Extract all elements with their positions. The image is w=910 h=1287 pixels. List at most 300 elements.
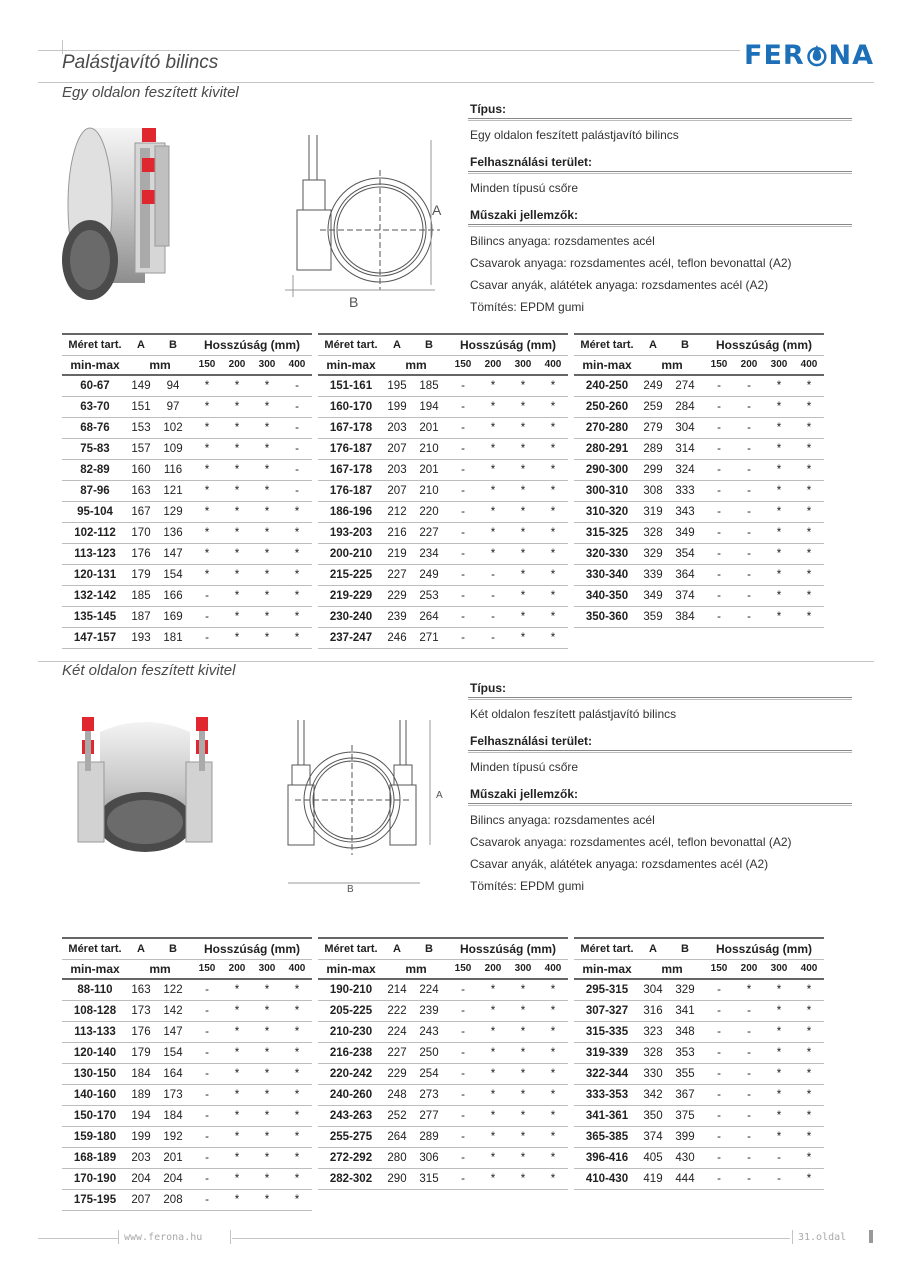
double-dimension-table (62, 937, 824, 1211)
dimension-cell: 102 (154, 417, 192, 438)
col-subheader-range: min-max (318, 355, 384, 375)
availability-cell: * (282, 585, 312, 606)
availability-cell: * (508, 480, 538, 501)
availability-cell: - (734, 480, 764, 501)
availability-cell: - (448, 396, 478, 417)
availability-cell: - (448, 979, 478, 1000)
availability-cell: * (252, 585, 282, 606)
size-range-cell: 215-225 (318, 564, 384, 585)
availability-cell: * (508, 585, 538, 606)
availability-cell: * (764, 585, 794, 606)
dimension-cell: 254 (410, 1063, 448, 1084)
availability-cell: * (222, 979, 252, 1000)
availability-cell: * (764, 1063, 794, 1084)
dimension-cell: 252 (384, 1105, 410, 1126)
availability-cell: - (448, 543, 478, 564)
dimension-cell: 249 (640, 375, 666, 396)
table-row (62, 1189, 824, 1210)
availability-cell: * (794, 1105, 824, 1126)
table-row (62, 459, 824, 480)
dimension-cell: 399 (666, 1126, 704, 1147)
availability-cell: * (478, 1000, 508, 1021)
empty-cell (666, 1189, 704, 1210)
availability-cell: - (704, 1147, 734, 1168)
availability-cell: * (764, 480, 794, 501)
availability-cell: * (538, 522, 568, 543)
col-header-size: Méret tart. (574, 334, 640, 355)
availability-cell: * (222, 627, 252, 648)
dimension-cell: 405 (640, 1147, 666, 1168)
dimension-cell: 116 (154, 459, 192, 480)
size-range-cell: 310-320 (574, 501, 640, 522)
availability-cell: * (478, 522, 508, 543)
availability-cell: * (794, 1147, 824, 1168)
availability-cell: * (252, 1147, 282, 1168)
availability-cell: * (538, 585, 568, 606)
availability-cell: * (282, 564, 312, 585)
availability-cell: - (448, 1168, 478, 1189)
dimension-cell: 234 (410, 543, 448, 564)
availability-cell: * (252, 564, 282, 585)
empty-cell (794, 627, 824, 648)
availability-cell: * (508, 1042, 538, 1063)
table-row (62, 979, 824, 1000)
dimension-cell: 185 (128, 585, 154, 606)
availability-cell: - (734, 564, 764, 585)
dimension-cell: 349 (666, 522, 704, 543)
size-range-cell: 243-263 (318, 1105, 384, 1126)
dimension-cell: 259 (640, 396, 666, 417)
size-range-cell: 150-170 (62, 1105, 128, 1126)
availability-cell: * (538, 1126, 568, 1147)
col-subheader-length: 400 (794, 355, 824, 375)
availability-cell: - (704, 1063, 734, 1084)
availability-cell: - (704, 501, 734, 522)
availability-cell: * (764, 438, 794, 459)
col-subheader-unit: mm (384, 959, 448, 979)
availability-cell: * (794, 522, 824, 543)
dimension-cell: 207 (384, 480, 410, 501)
availability-cell: - (478, 585, 508, 606)
availability-cell: * (252, 1063, 282, 1084)
availability-cell: * (538, 396, 568, 417)
ferona-logo (744, 38, 874, 72)
table-row (62, 1168, 824, 1189)
size-range-cell: 300-310 (574, 480, 640, 501)
availability-cell: - (704, 1084, 734, 1105)
col-subheader-length: 300 (764, 355, 794, 375)
availability-cell: * (222, 375, 252, 396)
col-subheader-length: 200 (222, 959, 252, 979)
table-row (62, 480, 824, 501)
col-subheader-length: 200 (734, 355, 764, 375)
col-header-a: A (640, 938, 666, 959)
availability-cell: * (478, 396, 508, 417)
col-subheader-length: 300 (508, 355, 538, 375)
availability-cell: - (734, 459, 764, 480)
availability-cell: - (448, 585, 478, 606)
dimension-cell: 173 (154, 1084, 192, 1105)
availability-cell: * (252, 417, 282, 438)
dimension-cell: 122 (154, 979, 192, 1000)
col-subheader-length: 200 (478, 959, 508, 979)
availability-cell: * (478, 1021, 508, 1042)
col-subheader-length: 400 (538, 355, 568, 375)
single-clamp-photo (60, 118, 190, 308)
table-row (62, 501, 824, 522)
dimension-cell: 173 (128, 1000, 154, 1021)
col-subheader-range: min-max (574, 355, 640, 375)
availability-cell: - (734, 1105, 764, 1126)
availability-cell: * (538, 1168, 568, 1189)
availability-cell: * (282, 1126, 312, 1147)
availability-cell: * (508, 1084, 538, 1105)
table-row (62, 627, 824, 648)
availability-cell: - (734, 543, 764, 564)
size-range-cell: 230-240 (318, 606, 384, 627)
footer-page-number: 31.oldal (798, 1232, 847, 1243)
col-header-length: Hosszúság (mm) (448, 938, 568, 959)
dimension-cell: 329 (666, 979, 704, 1000)
availability-cell: * (538, 564, 568, 585)
dimension-cell: 329 (640, 543, 666, 564)
dimension-cell: 170 (128, 522, 154, 543)
dimension-cell: 149 (128, 375, 154, 396)
dimension-cell: 199 (128, 1126, 154, 1147)
availability-cell: * (252, 1105, 282, 1126)
availability-cell: * (478, 1168, 508, 1189)
availability-cell: * (764, 522, 794, 543)
availability-cell: * (538, 1042, 568, 1063)
availability-cell: * (794, 501, 824, 522)
availability-cell: - (448, 480, 478, 501)
availability-cell: * (252, 1189, 282, 1210)
availability-cell: - (448, 1084, 478, 1105)
dimension-cell: 220 (410, 501, 448, 522)
size-range-cell: 167-178 (318, 459, 384, 480)
availability-cell: * (282, 543, 312, 564)
col-header-size: Méret tart. (318, 938, 384, 959)
availability-cell: * (538, 1147, 568, 1168)
col-subheader-length: 200 (222, 355, 252, 375)
availability-cell: * (478, 1126, 508, 1147)
col-subheader-length: 300 (252, 355, 282, 375)
availability-cell: * (764, 375, 794, 396)
availability-cell: * (222, 1021, 252, 1042)
col-header-a: A (128, 938, 154, 959)
availability-cell: - (704, 564, 734, 585)
col-subheader-length: 150 (448, 355, 478, 375)
availability-cell: * (252, 1021, 282, 1042)
availability-cell: * (478, 979, 508, 1000)
availability-cell: - (448, 501, 478, 522)
size-range-cell: 307-327 (574, 1000, 640, 1021)
empty-cell (478, 1189, 508, 1210)
logo-text-right: NA (828, 39, 874, 71)
availability-cell: * (252, 459, 282, 480)
empty-cell (508, 1189, 538, 1210)
availability-cell: - (734, 1126, 764, 1147)
availability-cell: * (222, 501, 252, 522)
dimension-cell: 212 (384, 501, 410, 522)
empty-cell (704, 627, 734, 648)
availability-cell: - (734, 1021, 764, 1042)
section-title-double: Két oldalon feszített kivitel (62, 662, 236, 679)
col-subheader-length: 150 (192, 355, 222, 375)
dimension-cell: 214 (384, 979, 410, 1000)
size-range-cell: 87-96 (62, 480, 128, 501)
size-range-cell: 220-242 (318, 1063, 384, 1084)
dimension-cell: 342 (640, 1084, 666, 1105)
availability-cell: * (538, 543, 568, 564)
availability-cell: - (192, 1126, 222, 1147)
availability-cell: * (538, 459, 568, 480)
availability-cell: * (794, 480, 824, 501)
col-subheader-length: 300 (508, 959, 538, 979)
dimension-cell: 147 (154, 543, 192, 564)
availability-cell: * (794, 1042, 824, 1063)
availability-cell: - (192, 1021, 222, 1042)
availability-cell: - (192, 979, 222, 1000)
col-subheader-length: 150 (448, 959, 478, 979)
table-row (62, 1126, 824, 1147)
table-row (62, 396, 824, 417)
logo-text-left: FER (744, 39, 805, 71)
col-subheader-length: 400 (538, 959, 568, 979)
col-subheader-length: 150 (192, 959, 222, 979)
availability-cell: - (734, 1063, 764, 1084)
dimension-cell: 194 (410, 396, 448, 417)
page-title: Palástjavító bilincs (62, 52, 219, 73)
availability-cell: * (538, 501, 568, 522)
availability-cell: * (508, 1168, 538, 1189)
availability-cell: * (252, 375, 282, 396)
spec-type-value: Egy oldalon feszített palástjavító bilincs (470, 128, 679, 142)
dimension-cell: 239 (384, 606, 410, 627)
dimension-cell: 274 (666, 375, 704, 396)
availability-cell: * (764, 979, 794, 1000)
availability-cell: - (764, 1147, 794, 1168)
availability-cell: * (538, 627, 568, 648)
availability-cell: * (252, 1126, 282, 1147)
col-header-a: A (640, 334, 666, 355)
availability-cell: - (704, 396, 734, 417)
availability-cell: - (764, 1168, 794, 1189)
availability-cell: * (282, 1189, 312, 1210)
col-header-b: B (666, 938, 704, 959)
size-range-cell: 365-385 (574, 1126, 640, 1147)
availability-cell: * (192, 480, 222, 501)
col-subheader-length: 150 (704, 959, 734, 979)
size-range-cell: 250-260 (574, 396, 640, 417)
dimension-cell: 194 (128, 1105, 154, 1126)
dimension-cell: 147 (154, 1021, 192, 1042)
col-subheader-length: 300 (764, 959, 794, 979)
availability-cell: * (282, 1105, 312, 1126)
size-range-cell: 216-238 (318, 1042, 384, 1063)
availability-cell: - (704, 417, 734, 438)
availability-cell: - (734, 501, 764, 522)
availability-cell: * (222, 1168, 252, 1189)
table-row (62, 1105, 824, 1126)
empty-cell (640, 1189, 666, 1210)
dimension-cell: 189 (128, 1084, 154, 1105)
availability-cell: - (448, 1105, 478, 1126)
dimension-cell: 264 (410, 606, 448, 627)
dimension-cell: 308 (640, 480, 666, 501)
col-header-a: A (384, 938, 410, 959)
availability-cell: * (508, 564, 538, 585)
availability-cell: * (538, 480, 568, 501)
footer-tick (118, 1230, 119, 1244)
col-subheader-unit: mm (640, 959, 704, 979)
double-dim-b-label: B (347, 884, 354, 895)
col-subheader-length: 150 (704, 355, 734, 375)
table-row (62, 543, 824, 564)
col-subheader-length: 200 (478, 355, 508, 375)
availability-cell: * (764, 1000, 794, 1021)
availability-cell: - (192, 606, 222, 627)
availability-cell: * (252, 1168, 282, 1189)
size-range-cell: 237-247 (318, 627, 384, 648)
availability-cell: * (192, 417, 222, 438)
availability-cell: * (282, 979, 312, 1000)
availability-cell: - (192, 1105, 222, 1126)
col-header-length: Hosszúság (mm) (704, 334, 824, 355)
dimension-cell: 333 (666, 480, 704, 501)
availability-cell: * (282, 627, 312, 648)
size-range-cell: 219-229 (318, 585, 384, 606)
availability-cell: - (192, 1168, 222, 1189)
col-subheader-range: min-max (62, 959, 128, 979)
size-range-cell: 120-140 (62, 1042, 128, 1063)
availability-cell: * (282, 1000, 312, 1021)
availability-cell: * (252, 606, 282, 627)
availability-cell: - (448, 438, 478, 459)
dimension-cell: 314 (666, 438, 704, 459)
dimension-cell: 330 (640, 1063, 666, 1084)
empty-cell (704, 1189, 734, 1210)
availability-cell: - (478, 564, 508, 585)
availability-cell: - (192, 1084, 222, 1105)
dimension-cell: 253 (410, 585, 448, 606)
availability-cell: * (222, 417, 252, 438)
single-clamp-drawing (285, 125, 445, 315)
availability-cell: - (734, 1147, 764, 1168)
availability-cell: * (252, 396, 282, 417)
dimension-cell: 219 (384, 543, 410, 564)
empty-cell (734, 627, 764, 648)
double-clamp-photo (70, 712, 220, 862)
dimension-cell: 250 (410, 1042, 448, 1063)
dimension-cell: 203 (128, 1147, 154, 1168)
availability-cell: * (538, 1063, 568, 1084)
table-row (62, 438, 824, 459)
dimension-cell: 201 (410, 417, 448, 438)
availability-cell: * (222, 543, 252, 564)
availability-cell: * (794, 564, 824, 585)
col-header-size: Méret tart. (62, 334, 128, 355)
spec-type-value: Két oldalon feszített palástjavító bilincs (470, 707, 677, 721)
spec-tech-item: Csavar anyák, alátétek anyaga: rozsdamentes acél (A2) (470, 278, 769, 292)
dimension-cell: 304 (666, 417, 704, 438)
availability-cell: * (508, 979, 538, 1000)
size-range-cell: 295-315 (574, 979, 640, 1000)
spec-tech-item: Tömítés: EPDM gumi (470, 300, 585, 314)
availability-cell: - (734, 375, 764, 396)
spec-usage-label: Felhasználási terület: (470, 155, 593, 169)
availability-cell: * (478, 438, 508, 459)
availability-cell: - (734, 396, 764, 417)
availability-cell: * (508, 459, 538, 480)
availability-cell: - (448, 606, 478, 627)
col-subheader-length: 400 (794, 959, 824, 979)
table-row (62, 417, 824, 438)
availability-cell: - (704, 1126, 734, 1147)
dimension-cell: 227 (410, 522, 448, 543)
dimension-cell: 271 (410, 627, 448, 648)
dimension-cell: 199 (384, 396, 410, 417)
spec-tech-item: Csavarok anyaga: rozsdamentes acél, teflon bevonattal (A2) (470, 835, 792, 849)
availability-cell: * (764, 1105, 794, 1126)
dimension-cell: 164 (154, 1063, 192, 1084)
availability-cell: - (704, 375, 734, 396)
availability-cell: * (794, 417, 824, 438)
dimension-cell: 359 (640, 606, 666, 627)
dimension-cell: 184 (128, 1063, 154, 1084)
availability-cell: * (794, 1021, 824, 1042)
availability-cell: - (734, 606, 764, 627)
size-range-cell: 168-189 (62, 1147, 128, 1168)
dimension-cell: 208 (154, 1189, 192, 1210)
size-range-cell: 341-361 (574, 1105, 640, 1126)
dimension-cell: 176 (128, 543, 154, 564)
size-range-cell: 322-344 (574, 1063, 640, 1084)
availability-cell: * (252, 627, 282, 648)
availability-cell: * (764, 564, 794, 585)
dimension-cell: 224 (384, 1021, 410, 1042)
size-range-cell: 135-145 (62, 606, 128, 627)
spec-tech-label: Műszaki jellemzők: (470, 208, 579, 222)
availability-cell: * (222, 1105, 252, 1126)
col-subheader-length: 200 (734, 959, 764, 979)
dimension-cell: 239 (410, 1000, 448, 1021)
availability-cell: - (478, 627, 508, 648)
dimension-cell: 216 (384, 522, 410, 543)
dimension-cell: 354 (666, 543, 704, 564)
single-spec-block (468, 100, 852, 319)
dimension-cell: 142 (154, 1000, 192, 1021)
availability-cell: * (508, 1126, 538, 1147)
availability-cell: - (734, 438, 764, 459)
size-range-cell: 350-360 (574, 606, 640, 627)
dimension-cell: 163 (128, 480, 154, 501)
availability-cell: * (478, 1042, 508, 1063)
availability-cell: * (764, 543, 794, 564)
availability-cell: * (538, 979, 568, 1000)
availability-cell: * (508, 438, 538, 459)
size-range-cell: 282-302 (318, 1168, 384, 1189)
availability-cell: * (222, 1147, 252, 1168)
availability-cell: * (764, 459, 794, 480)
dimension-cell: 374 (640, 1126, 666, 1147)
availability-cell: - (282, 459, 312, 480)
availability-cell: * (222, 1042, 252, 1063)
spec-type-label: Típus: (470, 681, 506, 695)
spec-tech-item: Bilincs anyaga: rozsdamentes acél (470, 813, 655, 827)
availability-cell: * (734, 979, 764, 1000)
single-dimension-table (62, 333, 824, 649)
